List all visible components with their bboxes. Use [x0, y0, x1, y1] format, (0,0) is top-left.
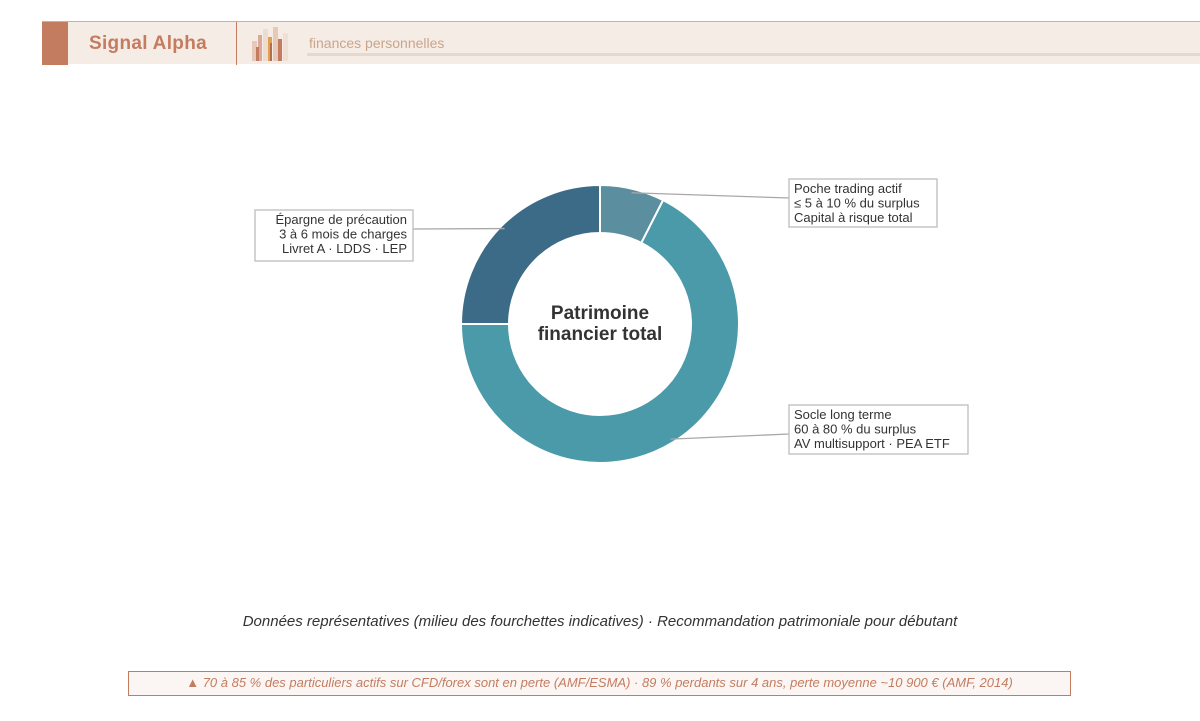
slice-label-socle-line-3: AV multisupport · PEA ETF	[794, 436, 950, 451]
slice-label-precaution-line-2: 3 à 6 mois de charges	[279, 226, 407, 242]
center-label-line-2: financier total	[537, 324, 663, 345]
warning-icon: ▲	[186, 675, 200, 690]
chart-caption: Données représentatives (milieu des fourchettes indicatives) · Recommandation patrimoniale pour débutant	[242, 613, 958, 630]
brand-name[interactable]: Signal Alpha	[89, 33, 207, 54]
slice-label-trading-line-1: Poche trading actif	[794, 181, 902, 196]
slice-label-trading-line-3: Capital à risque total	[794, 210, 913, 225]
leader-line-socle	[671, 434, 789, 439]
slice-label-trading-line-2: ≤ 5 à 10 % du surplus	[794, 195, 920, 211]
center-label-line-1: Patrimoine	[550, 303, 650, 324]
header-subtitle: finances personnelles	[309, 35, 445, 51]
slice-label-precaution-line-3: Livret A · LDDS · LEP	[282, 241, 407, 256]
warning-text: 70 à 85 % des particuliers actifs sur CFD/forex sont en perte (AMF/ESMA) · 89 % perdants sur 4 ans, perte moyenne ~10 900 € (AMF, 2014)	[202, 675, 1013, 690]
slice-label-precaution-line-1: Épargne de précaution	[275, 212, 407, 227]
warning-banner	[128, 671, 1071, 696]
slice-label-socle-line-2: 60 à 80 % du surplus	[794, 421, 917, 437]
slice-label-socle-line-1: Socle long terme	[794, 407, 892, 422]
